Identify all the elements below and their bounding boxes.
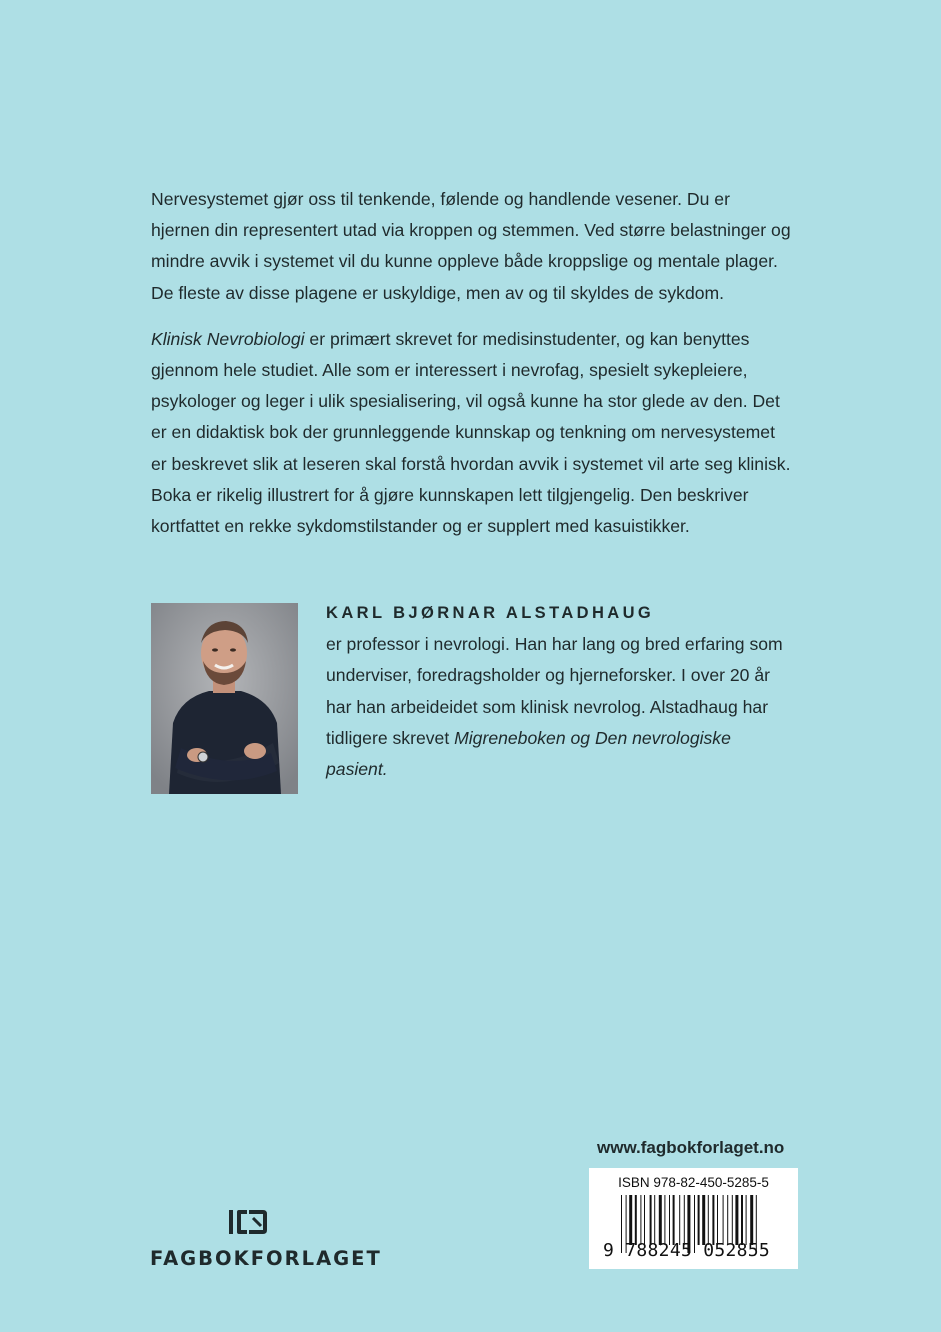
barcode-bar [669,1195,670,1245]
publisher-name: FAGBOKFORLAGET [150,1247,382,1270]
author-bio-text: er professor i nevrologi. Han har lang og bred erfaring som underviser, foredragsholder og hjerneforsker. I over 20 år har han arbeideidet som klinisk nevrolog. Alstadhaug har tidligere skrevet [326,634,783,748]
isbn-number: ISBN 978-82-450-5285-5 [618,1175,769,1190]
barcode-bar [712,1195,714,1245]
blurb-paragraph-2-text: er primært skrevet for medisinstudenter, og kan benyttes gjennom hele studiet. Alle som er interessert i nevrofag, spesielt sykepleiere, psykologer og leger i ulik spesialisering, vil også kunne ha stor glede av den. Det er en didaktisk bok der grunnleggende kunnskap og tenkning om nervesystemet er beskrevet slik at leseren skal forstå hvordan avvik i systemet vil arte seg klinisk. Boka er rikelig illustrert for å gjøre kunnskapen lett tilgjengelig. Den beskriver kortfattet en rekke sykdomstilstander og er supplert med kasuistikker. [151,328,791,537]
barcode-bar [746,1195,747,1245]
barcode-bar [750,1195,753,1245]
barcode-bar [629,1195,632,1245]
barcode-bar [659,1195,662,1245]
barcode-bar [727,1195,728,1245]
blurb [151,184,791,557]
barcode-bar [732,1195,733,1245]
barcode-bar [723,1195,724,1245]
author-books: Migreneboken og Den nevrologiske pasient. [326,727,731,780]
barcode [589,1168,798,1269]
barcode-bar [640,1195,641,1245]
barcode-bar [698,1195,700,1245]
blurb-paragraph-2 [151,324,791,542]
barcode-bar [644,1195,645,1245]
barcode-bar [735,1195,738,1245]
publisher-website: www.fagbokforlaget.no [597,1138,785,1157]
author-portrait-image [151,603,298,794]
barcode-bar [708,1195,709,1245]
barcode-bar [717,1195,718,1245]
publisher-logo [150,1206,382,1270]
author-name: KARL BJØRNAR ALSTADHAUG [326,604,655,622]
barcode-bar [635,1195,637,1245]
barcode-bar [741,1195,743,1245]
barcode-bar [679,1195,680,1245]
author-bio [326,629,796,785]
barcode-bar [654,1195,655,1245]
barcode-bar [673,1195,675,1245]
barcode-bar [650,1195,652,1245]
book-logo-icon [225,1206,271,1238]
author-section [326,598,796,785]
book-title: Klinisk Nevrobiologi [151,328,305,349]
barcode-digits: 9 788245 052855 [603,1240,771,1261]
blurb-paragraph-1: Nervesystemet gjør oss til tenkende, følende og handlende vesener. Du er hjernen din representert utad via kroppen og stemmen. Ved større belastninger og mindre avvik i systemet vil du kunne oppleve både kroppslige og mentale plager. De fleste av disse plagene er uskyldige, men av og til skyldes de sykdom. [151,189,791,303]
barcode-bar [702,1195,705,1245]
author-photo [151,603,298,794]
barcode-bar [684,1195,685,1245]
barcode-bar [664,1195,665,1245]
